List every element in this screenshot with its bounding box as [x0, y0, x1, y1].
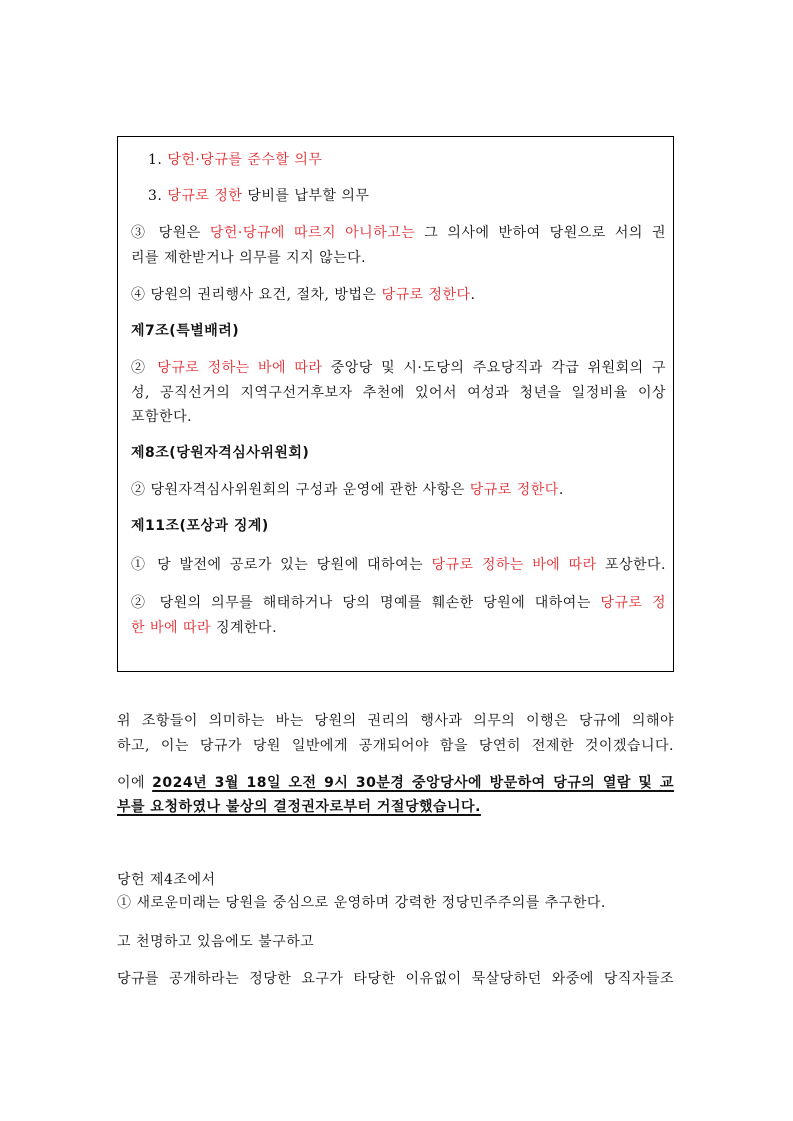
clause-4	[131, 286, 476, 304]
body-paragraph-2-line-2	[117, 798, 481, 816]
article-7-line-3: 포함한다.	[131, 409, 193, 425]
item-number: 1.	[148, 152, 163, 168]
body-paragraph-2-line-1	[117, 774, 674, 792]
duty-item-1	[148, 151, 322, 169]
clause-text: ② 당원의 의무를 해태하거나 당의 명예를 훼손한 당원에 대하여는	[131, 595, 601, 611]
clause-text: .	[470, 287, 476, 303]
highlighted-text: 당규로 정한다	[381, 287, 471, 303]
clause-text: 그 의사에 반하여 당원으로 서의 권	[415, 225, 666, 241]
body-paragraph-3-line-2: ① 새로운미래는 당원을 중심으로 운영하며 강력한 정당민주주의를 추구한다.	[117, 895, 606, 911]
article-7-line-1	[131, 359, 666, 377]
body-paragraph-1-line-2: 하고, 이는 당규가 당원 일반에게 공개되어야 함을 당연히 전제한 것이겠습니다.	[117, 738, 674, 754]
clause-3-line-2: 리를 제한받거나 의무를 지지 않는다.	[131, 250, 367, 266]
clause-text: ② 당원자격심사위원회의 구성과 운영에 관한 사항은	[131, 482, 470, 498]
emphasized-text: 부를 요청하였나 불상의 결정권자로부터 거절당했습니다.	[117, 799, 481, 815]
highlighted-text: 당규로 정하는 바에 따라	[157, 360, 323, 376]
body-paragraph-5: 당규를 공개하라는 정당한 요구가 타당한 이유없이 묵살당하던 와중에 당직자들조	[117, 971, 674, 987]
body-paragraph-4: 고 천명하고 있음에도 불구하고	[117, 934, 315, 950]
clause-text: ④ 당원의 권리행사 요건, 절차, 방법은	[131, 287, 382, 303]
article-8-clause-2	[131, 481, 564, 499]
clause-text: ① 당 발전에 공로가 있는 당원에 대하여는	[131, 557, 432, 573]
article-11-clause-1	[131, 556, 666, 574]
highlighted-text: 당헌·당규를 준수할 의무	[167, 152, 323, 168]
clause-3-line-1	[131, 224, 666, 242]
body-paragraph-1-line-1: 위 조항들이 의미하는 바는 당원의 권리의 행사과 의무의 이행은 당규에 의해야	[117, 713, 674, 729]
clause-text: 포상한다.	[596, 557, 667, 573]
highlighted-text: 한 바에 따라	[131, 620, 212, 636]
article-11-clause-2-line-1	[131, 594, 666, 612]
duty-item-3	[148, 187, 369, 205]
item-text: 당비를 납부할 의무	[242, 188, 370, 204]
body-paragraph-3-line-1: 당헌 제4조에서	[117, 872, 216, 888]
highlighted-text: 당규로 정하는 바에 따라	[431, 557, 597, 573]
article-7-title: 제7조(특별배려)	[131, 323, 240, 339]
article-7-line-2: 성, 공직선거의 지역구선거후보자 추천에 있어서 여성과 청년을 일정비율 이상	[131, 385, 666, 401]
emphasized-text: 2024년 3월 18일 오전 9시 30분경 중앙당사에 방문하여 당규의 열람 및 교	[152, 775, 674, 791]
clause-text: ③ 당원은	[131, 225, 210, 241]
article-8-title: 제8조(당원자격심사위원회)	[131, 445, 310, 461]
highlighted-text: 당규로 정한	[167, 188, 243, 204]
clause-text: .	[558, 482, 564, 498]
highlighted-text: 당헌·당규에 따르지 아니하고는	[209, 225, 416, 241]
highlighted-text: 당규로 정한다	[469, 482, 559, 498]
clause-text: 중앙당 및 시·도당의 주요당직과 각급 위원회의 구	[322, 360, 666, 376]
clause-text: ②	[131, 360, 158, 376]
clause-text: 징계한다.	[211, 620, 278, 636]
article-11-title: 제11조(포상과 징계)	[131, 518, 269, 534]
highlighted-text: 당규로 정	[600, 595, 666, 611]
quoted-articles-box	[117, 136, 674, 672]
paragraph-text: 이에	[117, 775, 153, 791]
item-number: 3.	[148, 188, 163, 204]
article-11-clause-2-line-2	[131, 619, 277, 637]
